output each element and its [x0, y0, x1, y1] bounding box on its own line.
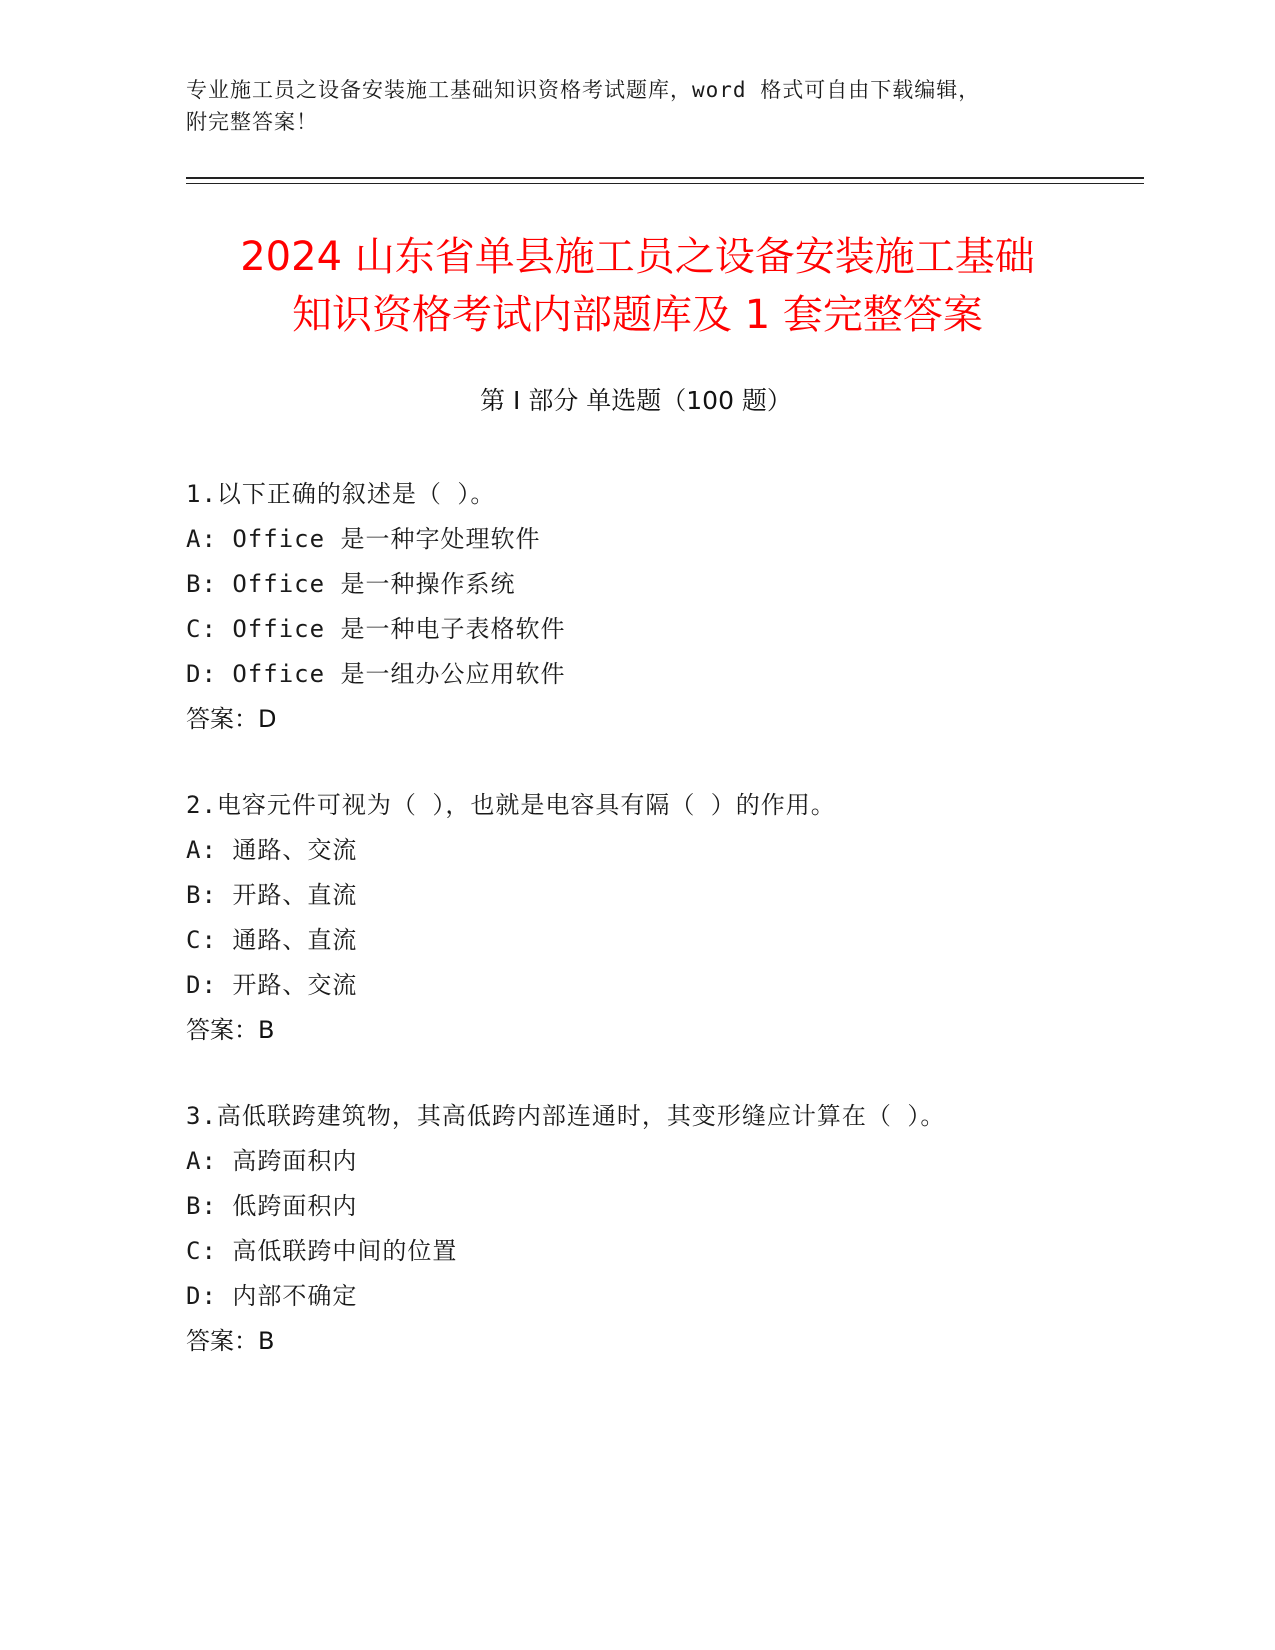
section-heading: 第 I 部分 单选题（100 题）	[480, 386, 792, 415]
question-list	[186, 472, 1136, 1405]
question-stem: 1.以下正确的叙述是（ ）。	[186, 480, 496, 508]
option-d: D: Office 是一组办公应用软件	[186, 660, 566, 688]
answer-line: 答案：B	[186, 1327, 275, 1355]
question-2	[186, 783, 1136, 1053]
option-c: C: 通路、直流	[186, 926, 358, 954]
document-title-line-1: 2024 山东省单县施工员之设备安装施工基础	[240, 234, 1035, 280]
option-b: B: 开路、直流	[186, 881, 358, 909]
header-note-line-2: 附完整答案！	[186, 110, 318, 134]
header-divider-thin	[186, 183, 1144, 184]
option-b: B: Office 是一种操作系统	[186, 570, 516, 598]
document-title-line-2: 知识资格考试内部题库及 1 套完整答案	[292, 292, 983, 338]
option-d: D: 内部不确定	[186, 1282, 358, 1310]
option-a: A: 通路、交流	[186, 836, 358, 864]
header-divider-thick	[186, 177, 1144, 179]
option-c: C: 高低联跨中间的位置	[186, 1237, 458, 1265]
option-a: A: 高跨面积内	[186, 1147, 358, 1175]
option-a: A: Office 是一种字处理软件	[186, 525, 541, 553]
header-note	[186, 74, 1066, 138]
question-stem: 2.电容元件可视为（ ），也就是电容具有隔（ ）的作用。	[186, 791, 836, 819]
option-b: B: 低跨面积内	[186, 1192, 358, 1220]
answer-line: 答案：D	[186, 705, 277, 733]
answer-line: 答案：B	[186, 1016, 275, 1044]
option-c: C: Office 是一种电子表格软件	[186, 615, 566, 643]
question-3	[186, 1094, 1136, 1364]
question-1	[186, 472, 1136, 742]
question-stem: 3.高低联跨建筑物，其高低跨内部连通时，其变形缝应计算在（ ）。	[186, 1102, 946, 1130]
header-note-line-1: 专业施工员之设备安装施工基础知识资格考试题库，word 格式可自由下载编辑，	[186, 78, 981, 102]
document-title	[150, 228, 1125, 344]
option-d: D: 开路、交流	[186, 971, 358, 999]
